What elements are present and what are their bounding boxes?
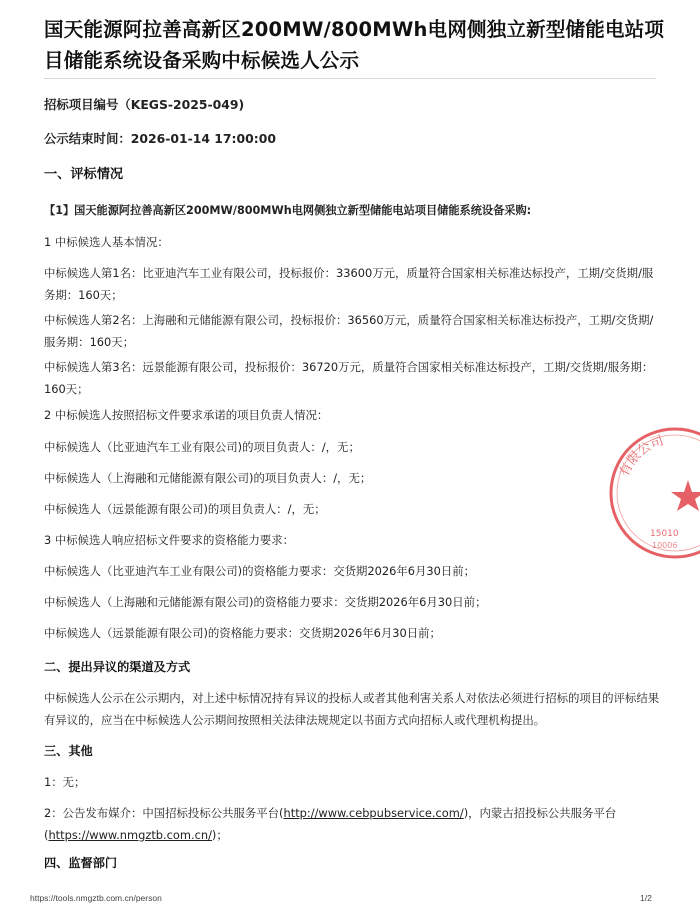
section-1-heading: 一、评标情况	[44, 167, 124, 182]
qualification-2: 中标候选人（上海融和元储能源有限公司)的资格能力要求：交货期2026年6月30日前；	[44, 595, 487, 609]
manager-3: 中标候选人（远景能源有限公司)的项目负责人：/，无；	[44, 502, 326, 516]
candidate-2: 中标候选人第2名：上海融和元储能源有限公司，投标报价：36560万元，质量符合国家相关标准达标投产，工期/交货期/服务期：160天；	[44, 313, 654, 349]
media-suffix: )；	[211, 828, 228, 842]
seal-arc-text-path: 有限公司	[617, 433, 666, 480]
title-divider	[44, 78, 656, 79]
manager-1: 中标候选人（比亚迪汽车工业有限公司)的项目负责人：/，无；	[44, 440, 360, 454]
seal-digits: 15010	[650, 529, 679, 539]
candidates-subheading: 1 中标候选人基本情况：	[44, 235, 169, 249]
other-item-2	[44, 802, 660, 846]
nmgztb-link[interactable]: https://www.nmgztb.com.cn/	[48, 828, 212, 842]
lot-title: 【1】国天能源阿拉善高新区200MW/800MWh电网侧独立新型储能电站项目储能系统设备采购:	[44, 204, 532, 217]
managers-subheading: 2 中标候选人按照招标文件要求承诺的项目负责人情况：	[44, 408, 329, 422]
media-prefix: 2：公告发布媒介：中国招标投标公共服务平台(	[44, 806, 284, 820]
section-3-heading: 三、其他	[44, 744, 93, 758]
footer-url: https://tools.nmgztb.com.cn/person	[30, 893, 162, 903]
media-middle: )，内蒙古招投标公共服务平台(	[44, 806, 617, 842]
seal-digits-2: 10006	[652, 541, 678, 550]
qualifications-subheading: 3 中标候选人响应招标文件要求的资格能力要求：	[44, 533, 295, 547]
manager-2: 中标候选人（上海融和元储能源有限公司)的项目负责人：/，无；	[44, 471, 372, 485]
page-title: 国天能源阿拉善高新区200MW/800MWh电网侧独立新型储能电站项目储能系统设备采购中标候选人公示	[44, 18, 665, 72]
project-number: 招标项目编号（KEGS-2025-049)	[44, 97, 245, 112]
footer-page-number: 1/2	[640, 893, 652, 903]
section-4-heading: 四、监督部门	[44, 856, 118, 870]
candidate-3: 中标候选人第3名：远景能源有限公司，投标报价：36720万元，质量符合国家相关标准达标投产，工期/交货期/服务期：160天；	[44, 360, 654, 396]
qualification-1: 中标候选人（比亚迪汽车工业有限公司)的资格能力要求：交货期2026年6月30日前；	[44, 564, 476, 578]
objection-body: 中标候选人公示在公示期内，对上述中标情况持有异议的投标人或者其他利害关系人对依法必须进行招标的项目的评标结果有异议的，应当在中标候选人公示期间按照相关法律法规规定以书面方式向招标人或代理机构提出。	[44, 691, 660, 727]
cebpubservice-link[interactable]: http://www.cebpubservice.com/	[283, 806, 464, 820]
candidate-1: 中标候选人第1名：比亚迪汽车工业有限公司，投标报价：33600万元，质量符合国家相关标准达标投产，工期/交货期/服务期：160天；	[44, 266, 654, 302]
section-2-heading: 二、提出异议的渠道及方式	[44, 660, 191, 674]
end-time: 公示结束时间：2026-01-14 17:00:00	[44, 131, 276, 146]
qualification-3: 中标候选人（远景能源有限公司)的资格能力要求：交货期2026年6月30日前；	[44, 626, 441, 640]
seal-star-icon	[671, 480, 700, 511]
other-item-1: 1：无；	[44, 775, 86, 789]
official-seal-stamp	[600, 418, 700, 568]
